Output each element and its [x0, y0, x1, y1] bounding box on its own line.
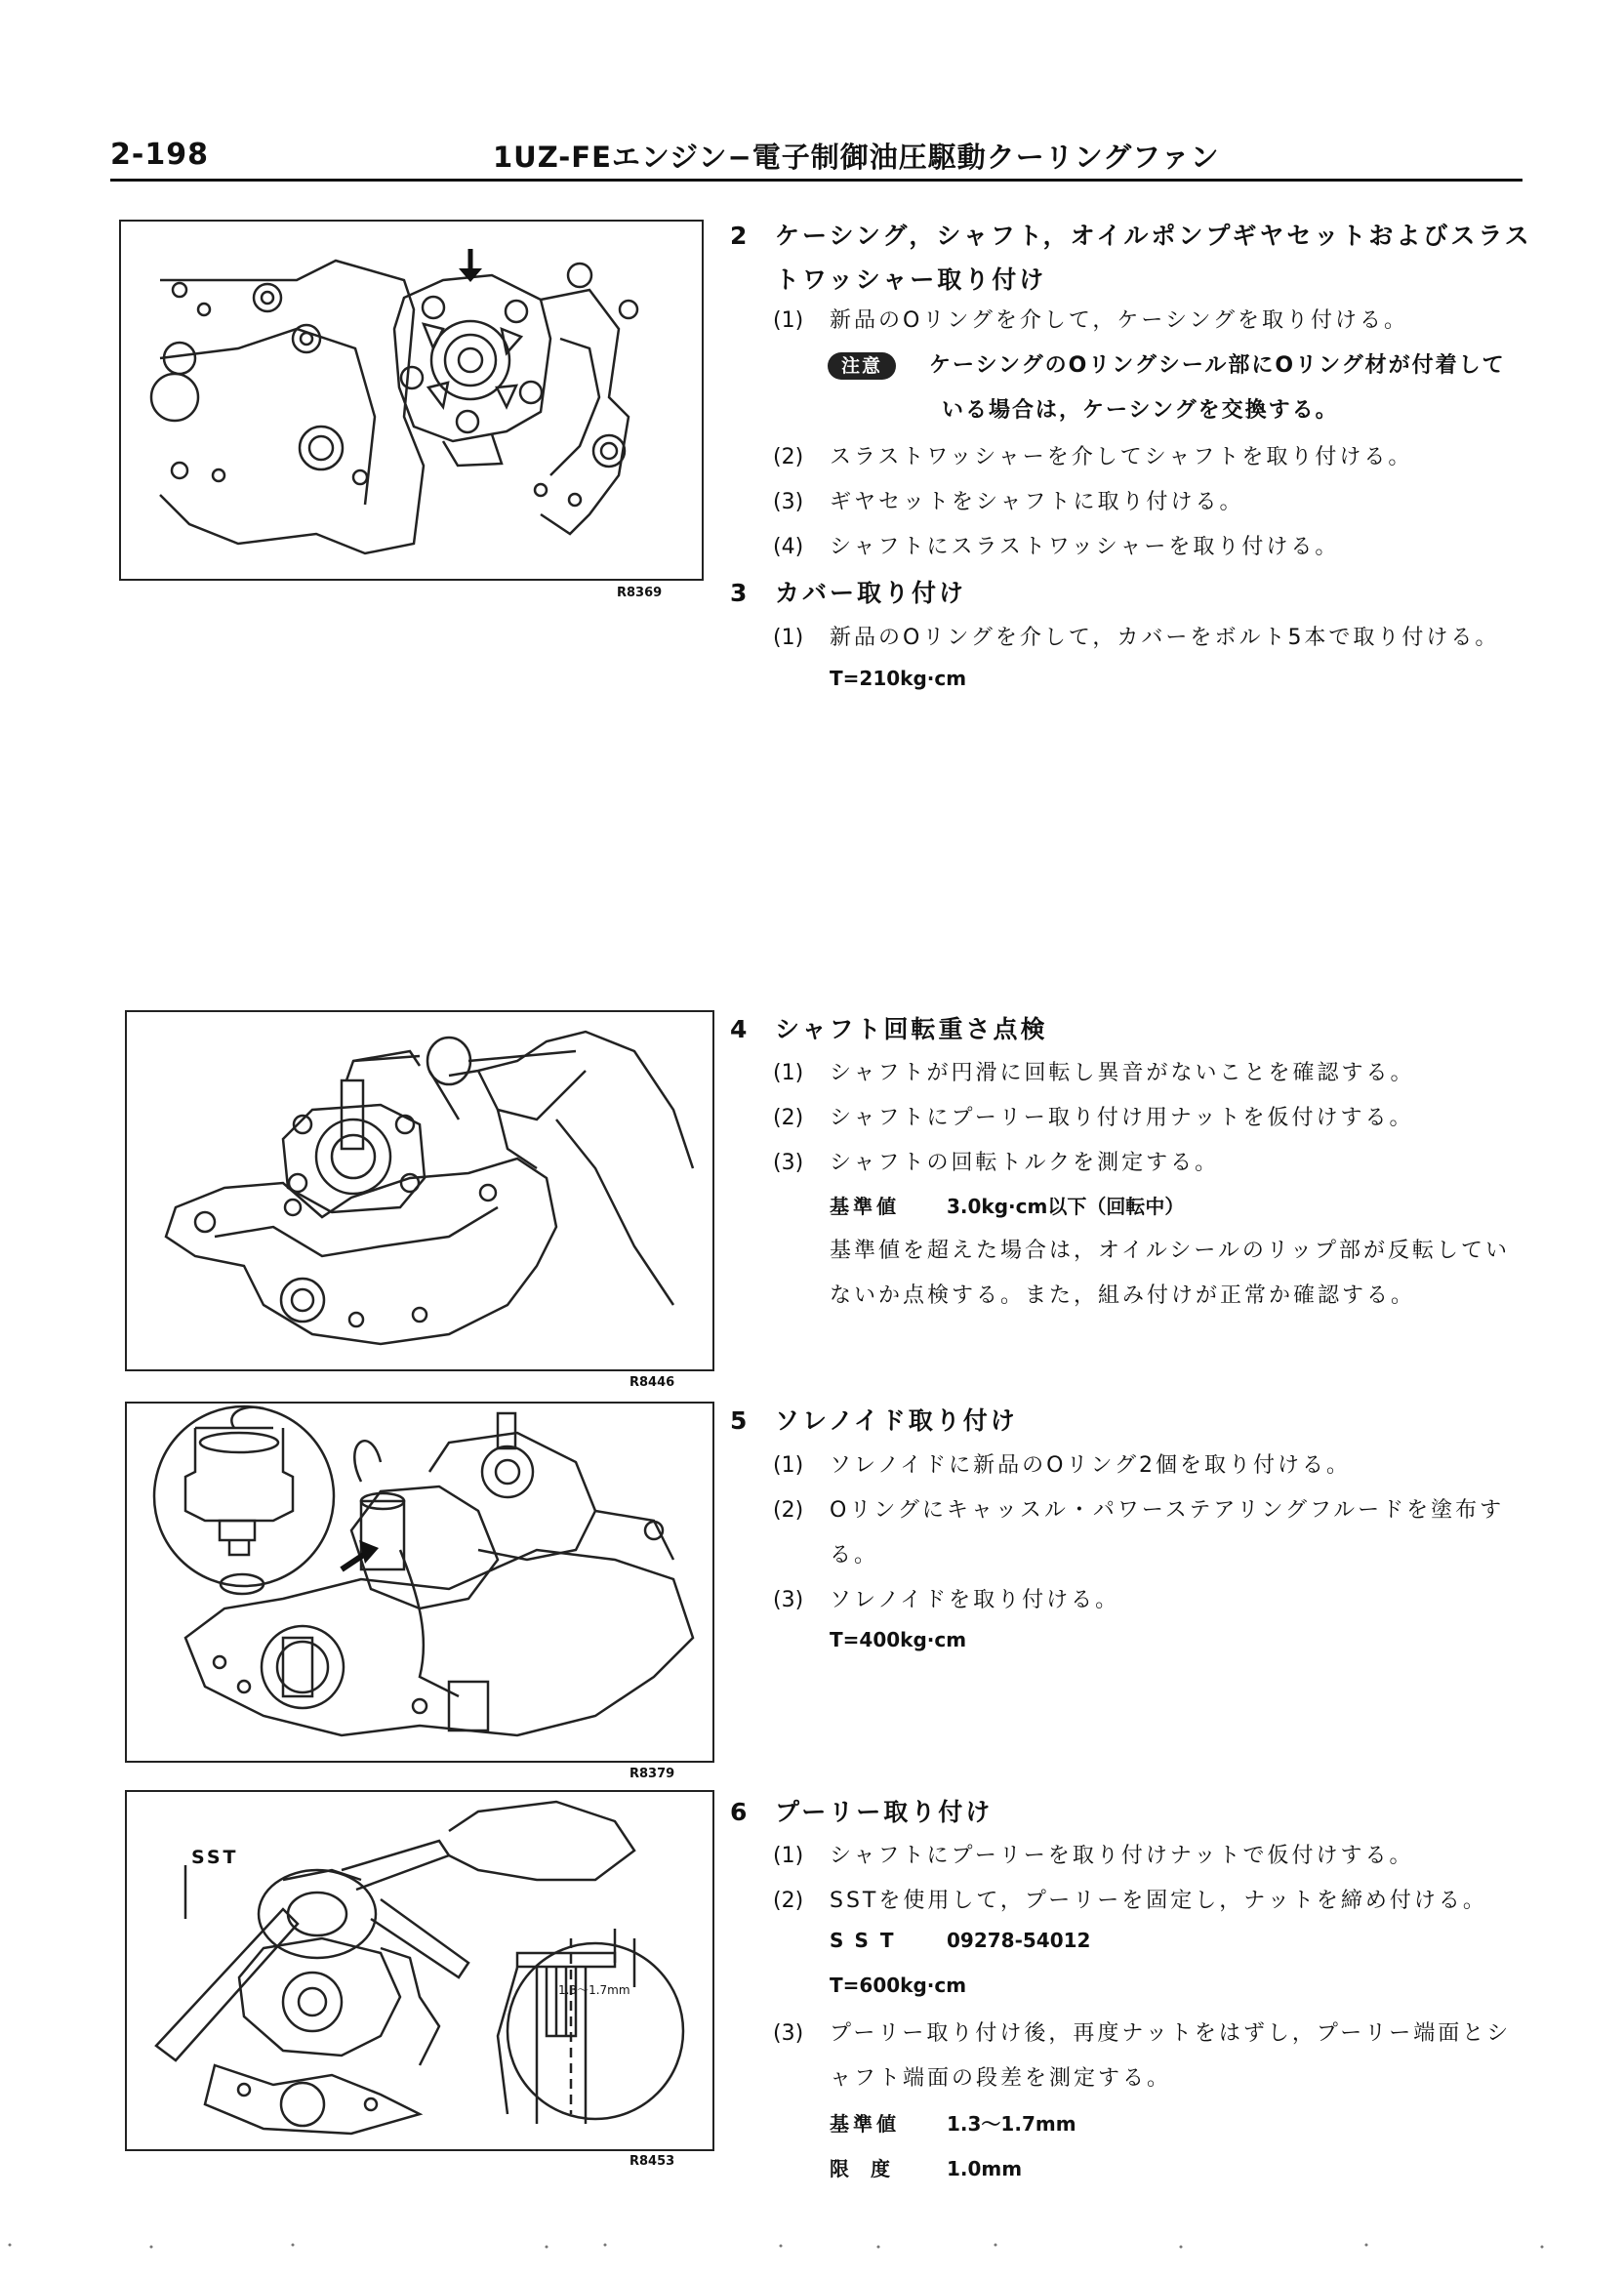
- step-6-spec: [830, 2108, 1076, 2137]
- caution-badge: 注意: [828, 352, 896, 380]
- scan-dots: [0, 2235, 1624, 2255]
- running-title: 1UZ-FEエンジン−電子制御油圧駆動クーリングファン: [493, 141, 1220, 174]
- step-4-note-cont: ないか点検する。また，組み付けが正常か確認する。: [830, 1283, 1416, 1308]
- figure-casing-install: [119, 220, 704, 581]
- item-number: (2): [773, 1498, 804, 1523]
- item-text: SSTを使用して，プーリーを固定し，ナットを締め付ける。: [830, 1889, 1487, 1913]
- item-number: (1): [773, 1061, 804, 1085]
- label-gap: 1.3〜1.7mm: [558, 1983, 630, 1997]
- step-title: ケーシング，シャフト，オイルポンプギヤセットおよびスラス: [775, 222, 1532, 250]
- item-number: (3): [773, 1588, 804, 1612]
- item-text: プーリー取り付け後，再度ナットをはずし，プーリー端面とシ: [830, 2021, 1512, 2046]
- spec-key: 基準値: [830, 2112, 900, 2136]
- spec-key: SST: [830, 1929, 906, 1952]
- step-6-heading: [730, 1793, 993, 1828]
- item-number: (3): [773, 2021, 804, 2046]
- step-title: ソレノイド取り付け: [775, 1406, 1018, 1435]
- item-number: (2): [773, 445, 804, 469]
- item-number: (4): [773, 535, 804, 559]
- item-number: (3): [773, 1151, 804, 1175]
- step-6-item-3-cont: [773, 2061, 1171, 2092]
- step-3-torque: T=210kg·cm: [830, 667, 967, 690]
- item-number: (3): [773, 490, 804, 514]
- item-text: る。: [830, 1543, 879, 1568]
- step-2-item-2: [773, 440, 1412, 470]
- step-2-item-1: [773, 304, 1408, 334]
- item-number: (2): [773, 1889, 804, 1913]
- step-2-heading-cont: [775, 261, 1046, 296]
- step-title: シャフト回転重さ点検: [775, 1015, 1048, 1043]
- step-4-spec: [830, 1191, 1184, 1219]
- item-number: (1): [773, 626, 804, 650]
- label-sst: SST: [191, 1847, 239, 1868]
- figure-code: R8369: [617, 586, 663, 600]
- step-4-item-1: [773, 1056, 1415, 1086]
- limit-key: 限度: [830, 2157, 912, 2180]
- step-5-item-3: [773, 1583, 1119, 1613]
- step-6-item-1: [773, 1839, 1413, 1869]
- step-6-sst: [830, 1929, 1090, 1952]
- figure-solenoid-install: [125, 1402, 714, 1763]
- step-number: 3: [730, 579, 751, 607]
- figure-code: R8453: [629, 2154, 675, 2169]
- step-4-item-3: [773, 1146, 1219, 1176]
- step-title-cont: トワッシャー取り付け: [775, 265, 1047, 294]
- item-text: ソレノイドを取り付ける。: [830, 1588, 1120, 1612]
- spec-value: 1.3〜1.7mm: [947, 2112, 1076, 2136]
- step-5-item-2-cont: [773, 1538, 878, 1568]
- casing-illustration: [121, 222, 702, 579]
- item-text: シャフトの回転トルクを測定する。: [830, 1151, 1220, 1175]
- item-number: (1): [773, 308, 804, 333]
- page-number: 2-198: [110, 138, 209, 172]
- rotation-check-illustration: [127, 1012, 712, 1369]
- item-text: シャフトにプーリー取り付け用ナットを仮付けする。: [830, 1106, 1414, 1130]
- item-text: シャフトが円滑に回転し異音がないことを確認する。: [830, 1061, 1415, 1085]
- item-text: Oリングにキャッスル・パワーステアリングフルードを塗布す: [830, 1498, 1505, 1523]
- step-5-torque: T=400kg·cm: [830, 1628, 967, 1651]
- item-number: (1): [773, 1844, 804, 1868]
- limit-value: 1.0mm: [947, 2157, 1023, 2180]
- item-text: シャフトにプーリーを取り付けナットで仮付けする。: [830, 1844, 1414, 1868]
- figure-pulley-install: [125, 1790, 714, 2151]
- step-2-item-3: [773, 485, 1244, 515]
- step-6-item-3: [773, 2016, 1511, 2047]
- step-5-item-2: [773, 1493, 1504, 1524]
- item-text: ソレノイドに新品のOリング2個を取り付ける。: [830, 1453, 1352, 1478]
- figure-code: R8446: [629, 1375, 675, 1390]
- step-4-heading: [730, 1010, 1048, 1045]
- solenoid-illustration: [127, 1404, 712, 1761]
- step-number: 2: [730, 222, 751, 250]
- step-5-item-1: [773, 1448, 1351, 1479]
- header-rule: [110, 179, 1522, 182]
- step-number: 6: [730, 1798, 751, 1826]
- caution-text: ケーシングのOリングシール部にOリング材が付着して: [929, 353, 1506, 378]
- step-title: プーリー取り付け: [775, 1798, 994, 1826]
- item-text: 新品のOリングを介して，ケーシングを取り付ける。: [830, 308, 1409, 333]
- step-6-item-2: [773, 1884, 1487, 1914]
- spec-key: 基準値: [830, 1195, 900, 1218]
- step-6-torque: T=600kg·cm: [830, 1974, 967, 1997]
- step-4-note: 基準値を超えた場合は，オイルシールのリップ部が反転してい: [830, 1239, 1511, 1263]
- spec-value: 09278-54012: [947, 1929, 1091, 1952]
- item-text: ギヤセットをシャフトに取り付ける。: [830, 490, 1244, 514]
- caution-text-cont: いる場合は，ケーシングを交換する。: [942, 398, 1339, 423]
- step-2-heading: [730, 217, 1532, 252]
- step-number: 5: [730, 1406, 751, 1435]
- pulley-illustration: [127, 1792, 712, 2149]
- item-number: (2): [773, 1106, 804, 1130]
- figure-code: R8379: [629, 1767, 675, 1781]
- step-3-item-1: [773, 621, 1499, 651]
- item-text: ャフト端面の段差を測定する。: [830, 2066, 1172, 2091]
- step-5-heading: [730, 1402, 1018, 1437]
- spec-value: 3.0kg·cm以下（回転中）: [947, 1195, 1185, 1218]
- step-3-heading: [730, 574, 966, 609]
- step-2-caution-cont: [942, 393, 1339, 424]
- step-number: 4: [730, 1015, 751, 1043]
- item-text: スラストワッシャーを介してシャフトを取り付ける。: [830, 445, 1413, 469]
- step-title: カバー取り付け: [775, 579, 967, 607]
- item-text: シャフトにスラストワッシャーを取り付ける。: [830, 535, 1340, 559]
- step-2-caution: [828, 348, 1506, 380]
- step-2-item-4: [773, 530, 1339, 560]
- step-6-limit: [830, 2153, 1022, 2181]
- item-text: 新品のOリングを介して，カバーをボルト5本で取り付ける。: [830, 626, 1500, 650]
- item-number: (1): [773, 1453, 804, 1478]
- figure-rotation-check: [125, 1010, 714, 1371]
- step-4-item-2: [773, 1101, 1413, 1131]
